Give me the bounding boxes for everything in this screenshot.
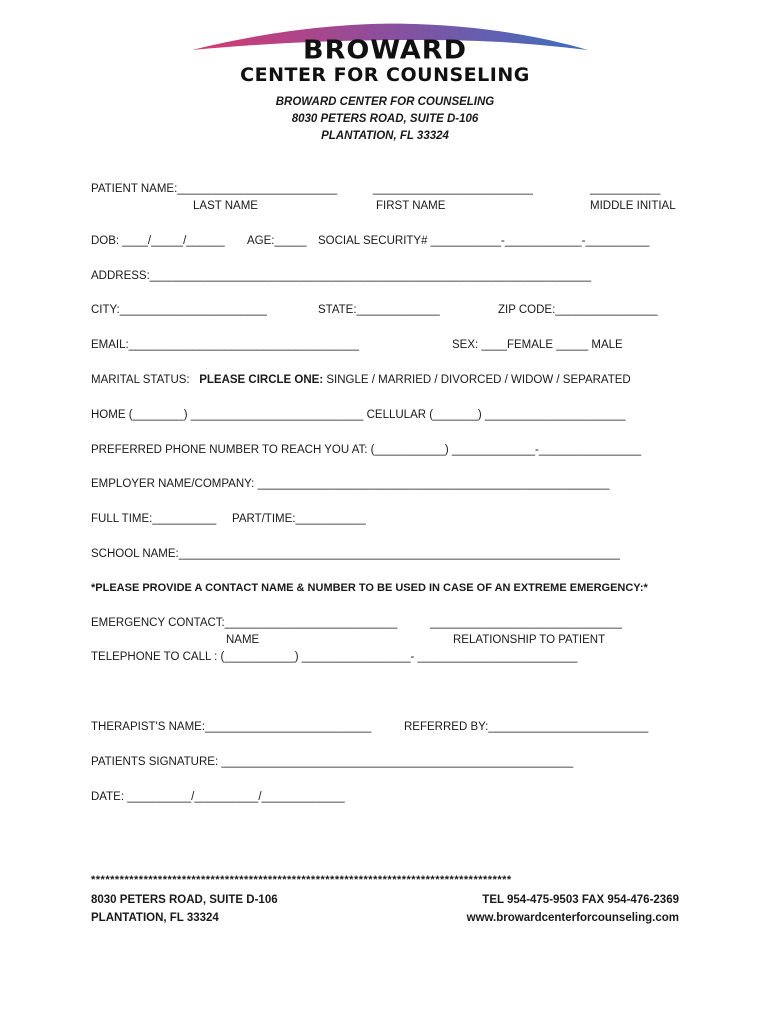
middle-initial-blank[interactable]: ___________ — [590, 183, 661, 195]
sex-field[interactable]: SEX: ____FEMALE _____ MALE — [452, 339, 623, 351]
footer-divider: **************************************************************************************** — [91, 874, 512, 886]
preferred-phone-field[interactable]: PREFERRED PHONE NUMBER TO REACH YOU AT: (___________) _____________-________________ — [91, 444, 642, 456]
footer-city: PLANTATION, FL 33324 — [91, 912, 219, 924]
first-name-label: FIRST NAME — [376, 200, 446, 212]
therapist-name-field[interactable]: THERAPIST'S NAME:__________________________ — [91, 721, 372, 733]
employer-field[interactable]: EMPLOYER NAME/COMPANY: _______________________________________________________ — [91, 478, 610, 490]
middle-initial-label: MIDDLE INITIAL — [590, 200, 676, 212]
last-name-label: LAST NAME — [193, 200, 258, 212]
footer-street: 8030 PETERS ROAD, SUITE D-106 — [91, 894, 278, 906]
patient-name-field[interactable]: PATIENT NAME:_________________________ — [91, 183, 338, 195]
email-field[interactable]: EMAIL:____________________________________ — [91, 339, 359, 351]
marital-options[interactable]: SINGLE / MARRIED / DIVORCED / WIDOW / SEPARATED — [326, 374, 631, 386]
telephone-to-call-field[interactable]: TELEPHONE TO CALL : (___________) _________________- _________________________ — [91, 651, 578, 663]
first-name-blank[interactable]: _________________________ — [373, 183, 533, 195]
dob-field[interactable]: DOB: ____/_____/______ — [91, 235, 225, 247]
footer-phones: TEL 954-475-9503 FAX 954-476-2369 — [482, 894, 679, 906]
logo-title: BROWARD — [303, 35, 467, 66]
part-time-field[interactable]: PART/TIME:___________ — [232, 513, 366, 525]
full-time-field[interactable]: FULL TIME:__________ — [91, 513, 217, 525]
ssn-field[interactable]: SOCIAL SECURITY# ___________-____________-__________ — [318, 235, 650, 247]
school-field[interactable]: SCHOOL NAME:_____________________________________________________________________ — [91, 548, 621, 560]
header-street: 8030 PETERS ROAD, SUITE D-106 — [291, 113, 479, 125]
logo-subtitle: CENTER FOR COUNSELING — [240, 64, 530, 86]
emergency-notice: *PLEASE PROVIDE A CONTACT NAME & NUMBER TO BE USED IN CASE OF AN EXTREME EMERGENCY:* — [91, 582, 648, 594]
footer-website: www.browardcenterforcounseling.com — [466, 912, 679, 924]
ec-relationship-label: RELATIONSHIP TO PATIENT — [453, 634, 606, 646]
ec-name-label: NAME — [226, 634, 260, 646]
signature-field[interactable]: PATIENTS SIGNATURE: _______________________________________________________ — [91, 756, 574, 768]
age-field[interactable]: AGE:_____ — [247, 235, 307, 247]
referred-by-field[interactable]: REFERRED BY:_________________________ — [404, 721, 649, 733]
marital-status-row — [91, 374, 631, 386]
marital-instruction: PLEASE CIRCLE ONE: — [199, 374, 324, 386]
relationship-blank[interactable]: ______________________________ — [430, 617, 622, 629]
date-field[interactable]: DATE: __________/__________/_____________ — [91, 791, 345, 803]
address-field[interactable]: ADDRESS:_____________________________________________________________________ — [91, 270, 592, 282]
header-city: PLANTATION, FL 33324 — [321, 130, 449, 142]
marital-status-label: MARITAL STATUS: — [91, 374, 190, 386]
header-org-name: BROWARD CENTER FOR COUNSELING — [275, 96, 495, 108]
city-field[interactable]: CITY:_______________________ — [91, 304, 267, 316]
zip-field[interactable]: ZIP CODE:________________ — [498, 304, 658, 316]
emergency-contact-field[interactable]: EMERGENCY CONTACT:___________________________ — [91, 617, 398, 629]
state-field[interactable]: STATE:_____________ — [318, 304, 440, 316]
home-cell-phone-field[interactable]: HOME (________) ___________________________ CELLULAR (_______) ______________________ — [91, 409, 626, 421]
